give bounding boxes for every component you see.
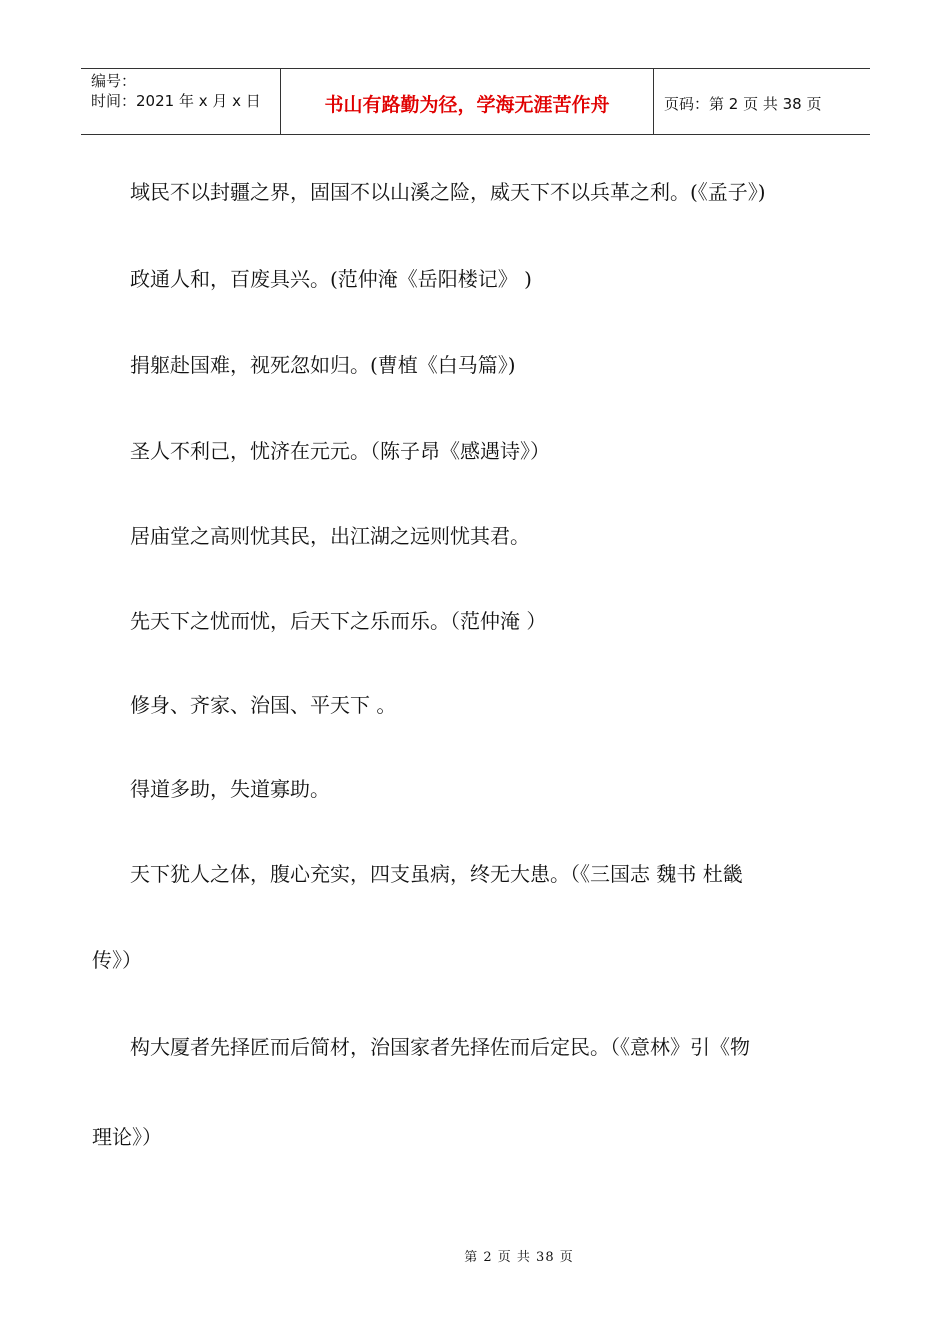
document-date-label: 时间：2021 年 x 月 x 日 — [91, 92, 261, 110]
text-line-7: 修身、齐家、治国、平天下 。 — [130, 693, 397, 717]
text-line-10: 传》） — [92, 948, 142, 972]
text-line-11: 构大厦者先择匠而后简材，治国家者先择佐而后定民。（《意林》引《物 — [130, 1035, 750, 1059]
text-line-12: 理论》） — [92, 1125, 162, 1149]
page-footer: 第 2 页 共 38 页 — [464, 1250, 574, 1265]
header-meta — [81, 69, 281, 134]
header-page-info: 页码：第 2 页 共 38 页 — [664, 95, 822, 113]
text-line-2: 政通人和，百废具兴。(范仲淹《岳阳楼记》 ) — [130, 267, 532, 291]
page-header — [81, 68, 870, 135]
text-line-6: 先天下之忧而忧，后天下之乐而乐。（范仲淹 ） — [130, 609, 547, 633]
document-number-label: 编号： — [91, 72, 137, 90]
header-motto: 书山有路勤为径，学海无涯苦作舟 — [281, 69, 654, 134]
text-line-1: 域民不以封疆之界，固国不以山溪之险，威天下不以兵革之利。(《孟子》) — [130, 180, 766, 204]
text-line-9: 天下犹人之体，腹心充实，四支虽病，终无大患。（《三国志 魏书 杜畿 — [130, 862, 743, 886]
text-line-4: 圣人不利己，忧济在元元。（陈子昂《感遇诗》） — [130, 439, 550, 463]
text-line-3: 捐躯赴国难，视死忽如归。(曹植《白马篇》) — [130, 353, 516, 377]
text-line-5: 居庙堂之高则忧其民，出江湖之远则忧其君。 — [130, 524, 530, 548]
text-line-8: 得道多助，失道寡助。 — [130, 777, 330, 801]
